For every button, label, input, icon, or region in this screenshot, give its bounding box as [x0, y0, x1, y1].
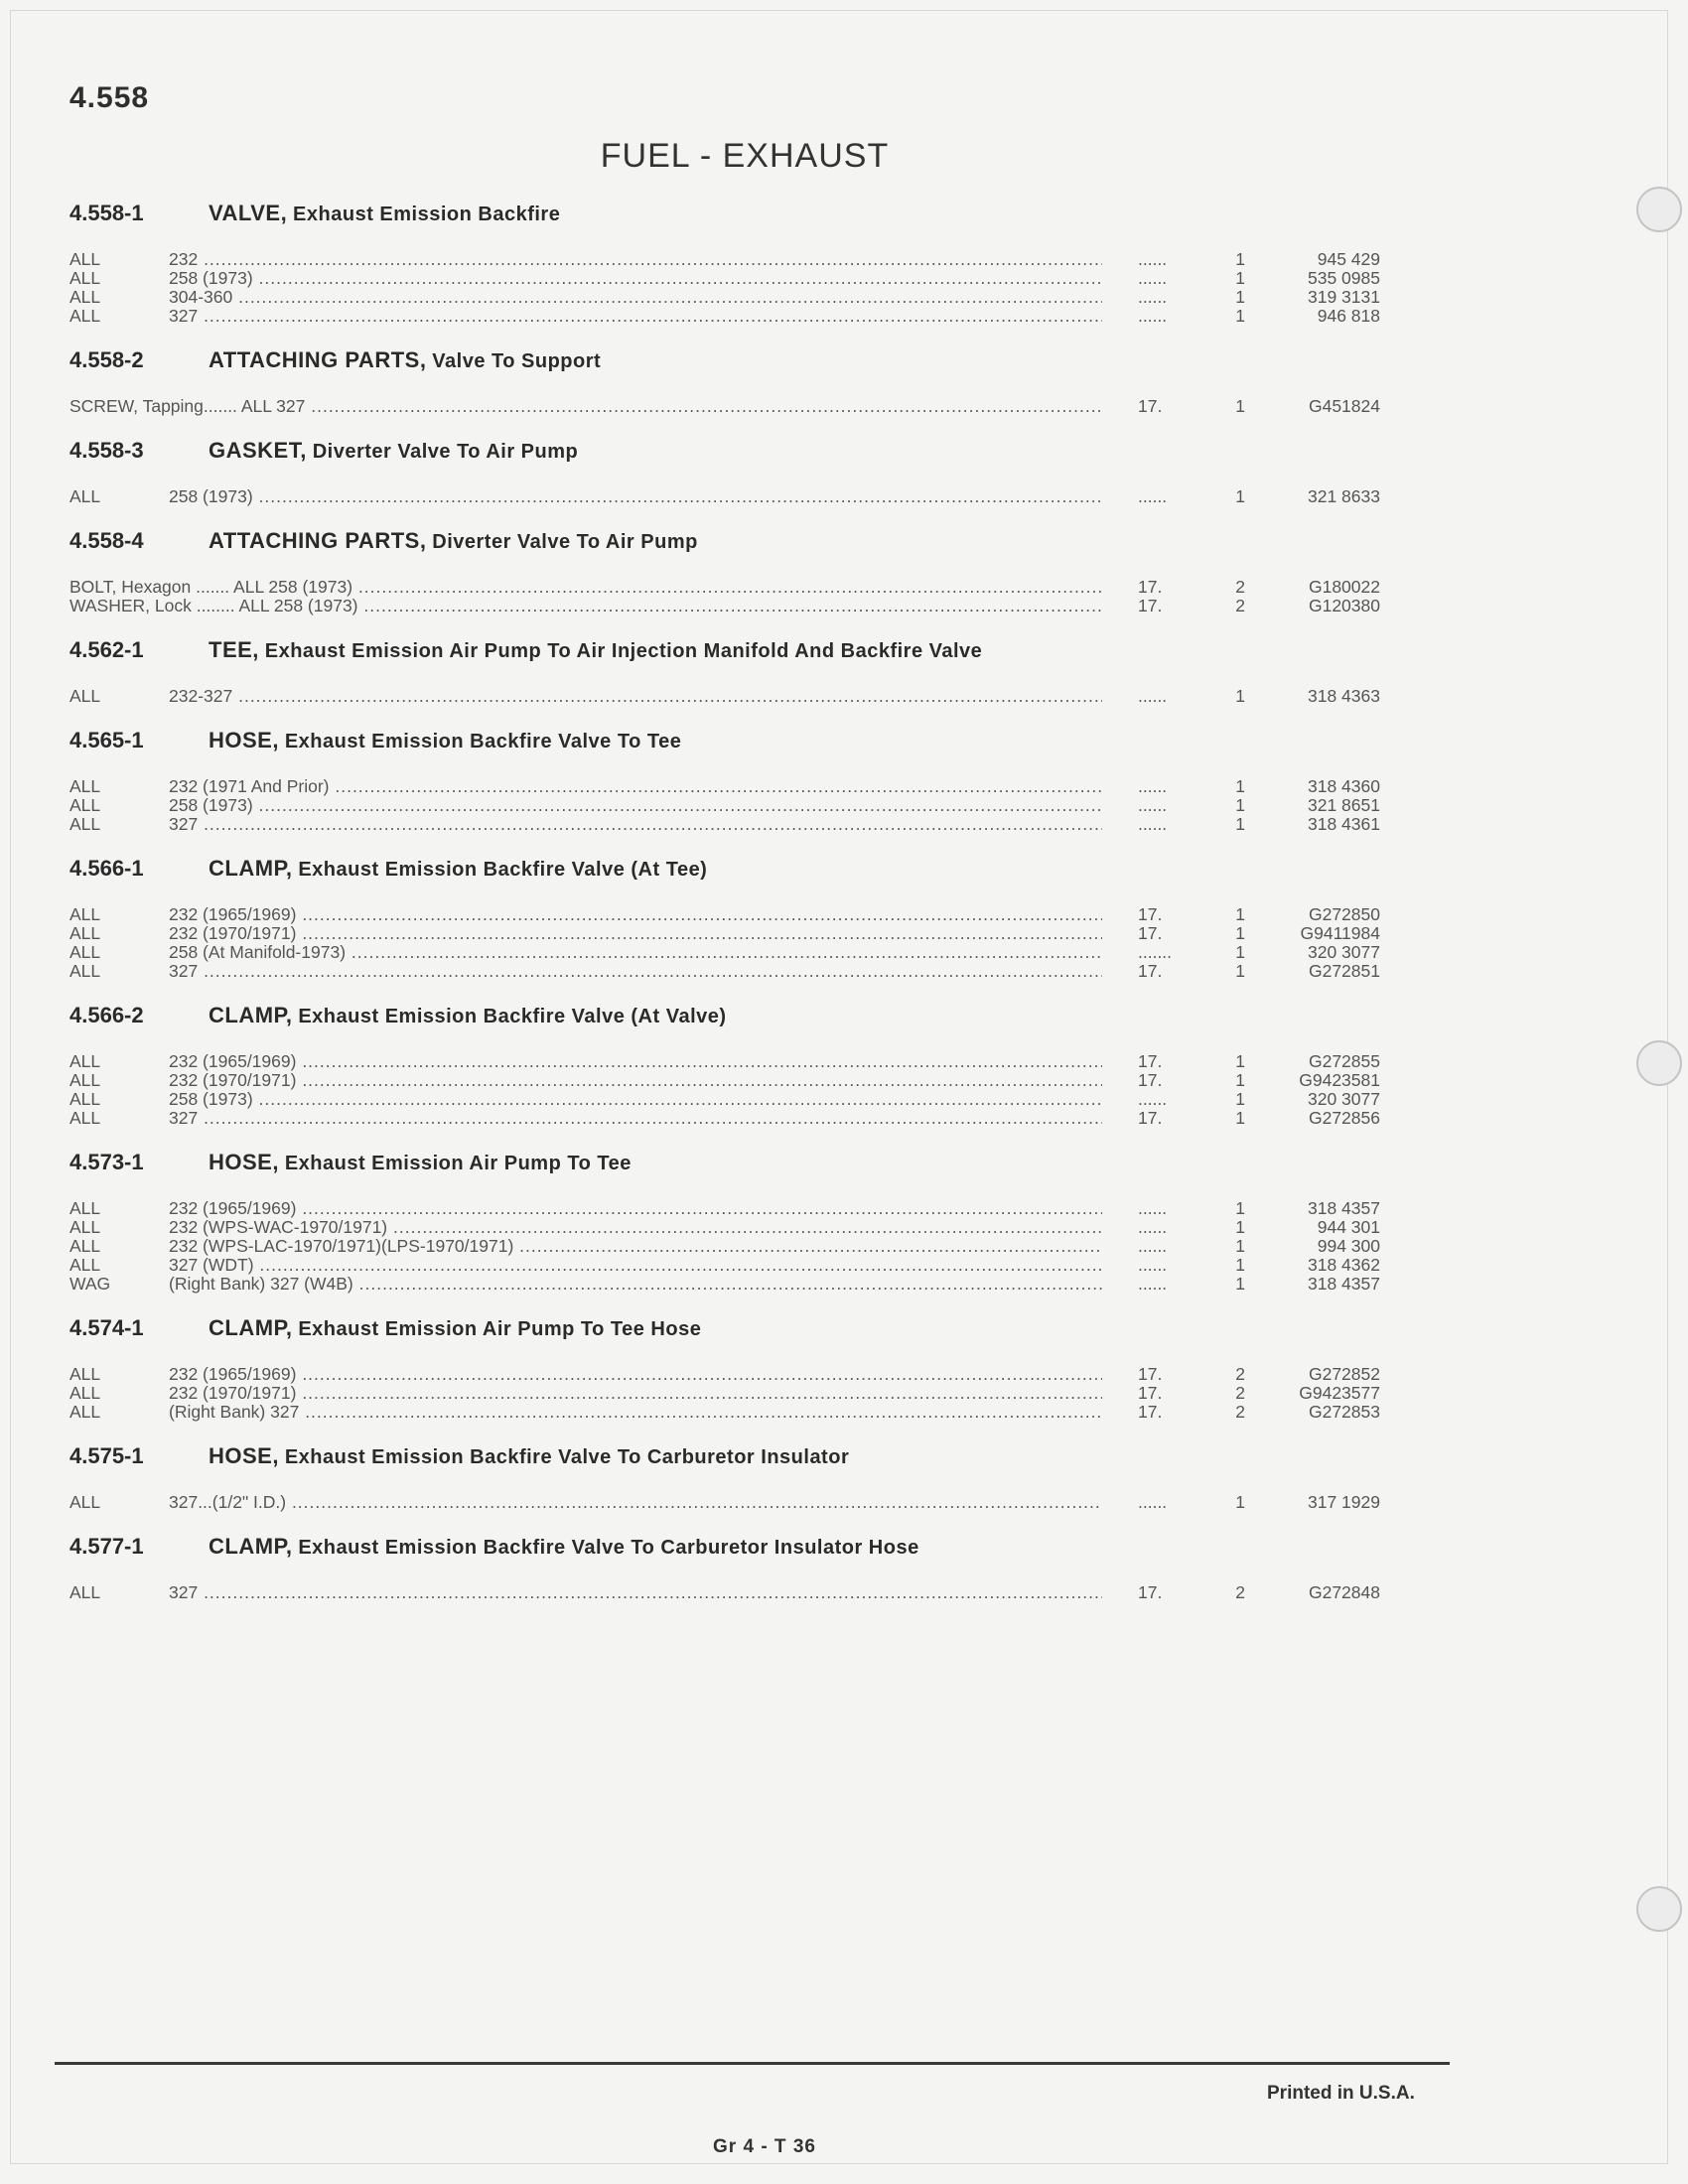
section-number: 4.558-1	[70, 201, 144, 225]
part-application: 232-327 .....	[169, 687, 1130, 706]
model-code: ALL	[70, 687, 101, 706]
catalog-section	[70, 724, 1380, 834]
reference-code: ......	[1102, 1237, 1197, 1256]
part-number: 318 4361	[1308, 814, 1380, 834]
part-number: 318 4357	[1308, 1274, 1380, 1294]
model-code: ALL	[70, 1384, 101, 1403]
part-rows	[70, 1583, 1380, 1602]
section-heading	[70, 197, 1380, 230]
reference-code: 17.	[1102, 1109, 1197, 1128]
model-code: ALL	[70, 815, 101, 834]
section-part-name: HOSE,	[209, 728, 279, 752]
part-application: 304-360 .....	[169, 288, 1130, 307]
section-part-name: CLAMP,	[209, 1003, 293, 1027]
reference-code: ......	[1102, 796, 1197, 815]
part-number: G272851	[1308, 961, 1380, 981]
reference-code: ......	[1102, 1218, 1197, 1237]
quantity: 1	[1235, 1236, 1245, 1256]
section-description: Exhaust Emission Backfire Valve To Tee	[284, 731, 682, 752]
quantity: 1	[1235, 1198, 1245, 1218]
quantity: 2	[1235, 577, 1245, 597]
quantity: 2	[1235, 1582, 1245, 1602]
quantity: 1	[1235, 1051, 1245, 1071]
part-application: 327 .....	[169, 815, 1130, 834]
part-application: 232 (1970/1971) .....	[169, 1384, 1130, 1403]
part-application: 232 (1965/1969) .....	[169, 1365, 1130, 1384]
section-part-name: HOSE,	[209, 1443, 279, 1468]
reference-code: 17.	[1102, 1384, 1197, 1403]
part-row	[70, 1052, 1380, 1071]
part-rows	[70, 578, 1380, 615]
reference-code: 17.	[1102, 905, 1197, 924]
section-part-name: ATTACHING PARTS,	[209, 528, 427, 553]
part-row	[70, 1199, 1380, 1218]
section-heading	[70, 633, 1380, 667]
reference-code: 17.	[1102, 1365, 1197, 1384]
section-heading	[70, 434, 1380, 468]
section-heading	[70, 1439, 1380, 1473]
section-description: Exhaust Emission Backfire	[293, 204, 561, 225]
binder-hole-top	[1636, 187, 1682, 232]
part-number: G272853	[1308, 1402, 1380, 1422]
section-part-name: CLAMP,	[209, 856, 293, 881]
reference-code: 17.	[1102, 1052, 1197, 1071]
part-row	[70, 905, 1380, 924]
section-number: 4.565-1	[70, 728, 144, 752]
parts-catalog-sections	[70, 197, 1380, 1620]
reference-code: ......	[1102, 250, 1197, 269]
part-row	[70, 1583, 1380, 1602]
part-number: 318 4360	[1308, 776, 1380, 796]
part-row	[70, 1493, 1380, 1512]
reference-code: 17.	[1102, 578, 1197, 597]
quantity: 1	[1235, 686, 1245, 706]
part-number: 320 3077	[1308, 1089, 1380, 1109]
section-heading	[70, 852, 1380, 886]
part-rows	[70, 687, 1380, 706]
reference-code: ......	[1102, 1256, 1197, 1275]
part-row	[70, 397, 1380, 416]
reference-code: 17.	[1102, 924, 1197, 943]
model-code: ALL	[70, 962, 101, 981]
section-description: Exhaust Emission Backfire Valve (At Valve)	[298, 1006, 727, 1027]
part-application: 258 (1973) .....	[169, 269, 1130, 288]
section-description: Exhaust Emission Backfire Valve To Carburetor Insulator	[284, 1446, 850, 1468]
catalog-section	[70, 999, 1380, 1128]
part-application: 327 (WDT) .....	[169, 1256, 1130, 1275]
part-application: (Right Bank) 327 .....	[169, 1403, 1130, 1422]
model-code: ALL	[70, 796, 101, 815]
quantity: 2	[1235, 1383, 1245, 1403]
section-heading	[70, 999, 1380, 1032]
catalog-section	[70, 1530, 1380, 1602]
catalog-section	[70, 524, 1380, 615]
part-number: 317 1929	[1308, 1492, 1380, 1512]
part-application: 327 .....	[169, 962, 1130, 981]
model-code: ALL	[70, 1237, 101, 1256]
part-row	[70, 687, 1380, 706]
quantity: 1	[1235, 776, 1245, 796]
part-number: G272848	[1308, 1582, 1380, 1602]
part-application: 232 (WPS-WAC-1970/1971) .....	[169, 1218, 1130, 1237]
part-row	[70, 924, 1380, 943]
part-row	[70, 943, 1380, 962]
part-number: G120380	[1308, 596, 1380, 615]
part-row	[70, 307, 1380, 326]
catalog-section	[70, 1311, 1380, 1422]
page-number: 4.558	[70, 81, 150, 114]
part-application: 258 (At Manifold-1973) .....	[169, 943, 1130, 962]
section-description: Exhaust Emission Backfire Valve (At Tee)	[298, 859, 708, 881]
part-number: 321 8651	[1308, 795, 1380, 815]
reference-code: ......	[1102, 288, 1197, 307]
section-heading	[70, 1311, 1380, 1345]
part-row	[70, 269, 1380, 288]
part-number: 321 8633	[1308, 486, 1380, 506]
part-row	[70, 1275, 1380, 1294]
quantity: 1	[1235, 1274, 1245, 1294]
quantity: 1	[1235, 923, 1245, 943]
part-row	[70, 487, 1380, 506]
model-code: WAG	[70, 1275, 111, 1294]
section-description: Exhaust Emission Air Pump To Air Injection Manifold And Backfire Valve	[264, 640, 983, 662]
model-code: ALL	[70, 250, 101, 269]
quantity: 1	[1235, 1492, 1245, 1512]
part-application: (Right Bank) 327 (W4B) .....	[169, 1275, 1130, 1294]
catalog-section	[70, 343, 1380, 416]
quantity: 1	[1235, 1089, 1245, 1109]
part-row	[70, 250, 1380, 269]
section-number: 4.573-1	[70, 1150, 144, 1174]
quantity: 2	[1235, 596, 1245, 615]
quantity: 2	[1235, 1364, 1245, 1384]
part-application: 327 .....	[169, 1109, 1130, 1128]
catalog-section	[70, 197, 1380, 326]
reference-code: .......	[1102, 943, 1197, 962]
reference-code: 17.	[1102, 1403, 1197, 1422]
part-number: G9423577	[1299, 1383, 1380, 1403]
reference-code: ......	[1102, 687, 1197, 706]
model-code: ALL	[70, 777, 101, 796]
part-row	[70, 578, 1380, 597]
reference-code: ......	[1102, 1090, 1197, 1109]
section-heading	[70, 343, 1380, 377]
part-rows	[70, 1493, 1380, 1512]
model-code: ALL	[70, 1052, 101, 1071]
part-row	[70, 777, 1380, 796]
part-application: SCREW, Tapping....... ALL 327 .....	[70, 397, 1130, 416]
model-code: ALL	[70, 1199, 101, 1218]
quantity: 1	[1235, 814, 1245, 834]
reference-code: ......	[1102, 1493, 1197, 1512]
part-application: 232 (1965/1969) .....	[169, 1052, 1130, 1071]
page-title: FUEL - EXHAUST	[600, 137, 890, 175]
part-rows	[70, 487, 1380, 506]
reference-code: 17.	[1102, 1583, 1197, 1602]
part-application: WASHER, Lock ........ ALL 258 (1973) .....	[70, 597, 1130, 615]
section-part-name: GASKET,	[209, 438, 307, 463]
part-application: 232 (1965/1969) .....	[169, 905, 1130, 924]
model-code: ALL	[70, 1256, 101, 1275]
quantity: 1	[1235, 904, 1245, 924]
part-number: 994 300	[1317, 1236, 1380, 1256]
model-code: ALL	[70, 1365, 101, 1384]
quantity: 1	[1235, 961, 1245, 981]
part-row	[70, 1237, 1380, 1256]
section-heading	[70, 1146, 1380, 1179]
model-code: ALL	[70, 1071, 101, 1090]
reference-code: ......	[1102, 777, 1197, 796]
section-number: 4.558-4	[70, 528, 144, 553]
model-code: ALL	[70, 487, 101, 506]
section-description: Exhaust Emission Air Pump To Tee	[284, 1153, 632, 1174]
part-number: G9423581	[1299, 1070, 1380, 1090]
part-number: G451824	[1308, 396, 1380, 416]
model-code: ALL	[70, 288, 101, 307]
section-part-name: CLAMP,	[209, 1315, 293, 1340]
footer-rule	[55, 2062, 1450, 2065]
reference-code: ......	[1102, 487, 1197, 506]
model-code: ALL	[70, 905, 101, 924]
part-row	[70, 962, 1380, 981]
quantity: 1	[1235, 1070, 1245, 1090]
part-application: 232 (WPS-LAC-1970/1971)(LPS-1970/1971) .....	[169, 1237, 1130, 1256]
section-part-name: HOSE,	[209, 1150, 279, 1174]
part-number: 320 3077	[1308, 942, 1380, 962]
model-code: ALL	[70, 1218, 101, 1237]
model-code: ALL	[70, 1583, 101, 1602]
binder-hole-middle	[1636, 1040, 1682, 1086]
part-row	[70, 1090, 1380, 1109]
part-number: 945 429	[1317, 249, 1380, 269]
part-number: 318 4363	[1308, 686, 1380, 706]
part-row	[70, 1109, 1380, 1128]
section-number: 4.575-1	[70, 1443, 144, 1468]
part-rows	[70, 1199, 1380, 1294]
part-application: 327...(1/2" I.D.) .....	[169, 1493, 1130, 1512]
quantity: 1	[1235, 1108, 1245, 1128]
catalog-section	[70, 1439, 1380, 1512]
model-code: ALL	[70, 1493, 101, 1512]
part-row	[70, 1071, 1380, 1090]
part-number: 946 818	[1317, 306, 1380, 326]
section-number: 4.558-2	[70, 347, 144, 372]
catalog-section	[70, 852, 1380, 981]
quantity: 1	[1235, 287, 1245, 307]
catalog-section	[70, 434, 1380, 506]
catalog-section	[70, 1146, 1380, 1294]
printed-notice: Printed in U.S.A.	[1267, 2083, 1415, 2104]
quantity: 1	[1235, 268, 1245, 288]
part-application: 232 (1971 And Prior) .....	[169, 777, 1130, 796]
part-rows	[70, 250, 1380, 326]
section-heading	[70, 724, 1380, 757]
section-description: Diverter Valve To Air Pump	[432, 531, 698, 553]
model-code: ALL	[70, 924, 101, 943]
section-number: 4.566-1	[70, 856, 144, 881]
quantity: 2	[1235, 1402, 1245, 1422]
part-application: 327 .....	[169, 1583, 1130, 1602]
section-number: 4.566-2	[70, 1003, 144, 1027]
part-application: BOLT, Hexagon ....... ALL 258 (1973) .....	[70, 578, 1130, 597]
section-description: Valve To Support	[432, 350, 602, 372]
part-row	[70, 1218, 1380, 1237]
part-application: 232 (1965/1969) .....	[169, 1199, 1130, 1218]
quantity: 1	[1235, 306, 1245, 326]
part-number: G180022	[1308, 577, 1380, 597]
reference-code: ......	[1102, 269, 1197, 288]
reference-code: 17.	[1102, 597, 1197, 615]
section-description: Exhaust Emission Air Pump To Tee Hose	[298, 1318, 702, 1340]
part-row	[70, 1365, 1380, 1384]
part-rows	[70, 1052, 1380, 1128]
section-description: Diverter Valve To Air Pump	[312, 441, 579, 463]
section-heading	[70, 524, 1380, 558]
quantity: 1	[1235, 1255, 1245, 1275]
section-number: 4.577-1	[70, 1534, 144, 1559]
part-rows	[70, 777, 1380, 834]
part-number: 318 4362	[1308, 1255, 1380, 1275]
section-number: 4.562-1	[70, 637, 144, 662]
part-application: 258 (1973) .....	[169, 1090, 1130, 1109]
part-number: 318 4357	[1308, 1198, 1380, 1218]
part-application: 232 (1970/1971) .....	[169, 924, 1130, 943]
part-application: 327 .....	[169, 307, 1130, 326]
reference-code: ......	[1102, 1275, 1197, 1294]
part-row	[70, 1384, 1380, 1403]
part-rows	[70, 1365, 1380, 1422]
model-code: ALL	[70, 1109, 101, 1128]
binder-hole-bottom	[1636, 1886, 1682, 1932]
reference-code: ......	[1102, 307, 1197, 326]
part-number: 944 301	[1317, 1217, 1380, 1237]
part-number: G272852	[1308, 1364, 1380, 1384]
part-application: 258 (1973) .....	[169, 796, 1130, 815]
section-part-name: CLAMP,	[209, 1534, 293, 1559]
model-code: ALL	[70, 1090, 101, 1109]
reference-code: ......	[1102, 1199, 1197, 1218]
catalog-section	[70, 633, 1380, 706]
part-number: 319 3131	[1308, 287, 1380, 307]
part-rows	[70, 905, 1380, 981]
section-heading	[70, 1530, 1380, 1564]
part-row	[70, 1403, 1380, 1422]
quantity: 1	[1235, 249, 1245, 269]
part-row	[70, 288, 1380, 307]
part-rows	[70, 397, 1380, 416]
reference-code: ......	[1102, 815, 1197, 834]
quantity: 1	[1235, 942, 1245, 962]
quantity: 1	[1235, 486, 1245, 506]
model-code: ALL	[70, 943, 101, 962]
part-number: G9411984	[1300, 923, 1380, 943]
part-application: 258 (1973) .....	[169, 487, 1130, 506]
section-description: Exhaust Emission Backfire Valve To Carburetor Insulator Hose	[298, 1537, 919, 1559]
quantity: 1	[1235, 396, 1245, 416]
reference-code: 17.	[1102, 1071, 1197, 1090]
part-application: 232 (1970/1971) .....	[169, 1071, 1130, 1090]
quantity: 1	[1235, 1217, 1245, 1237]
footer-reference: Gr 4 - T 36	[713, 2136, 816, 2157]
section-number: 4.558-3	[70, 438, 144, 463]
part-row	[70, 597, 1380, 615]
quantity: 1	[1235, 795, 1245, 815]
reference-code: 17.	[1102, 397, 1197, 416]
reference-code: 17.	[1102, 962, 1197, 981]
part-number: 535 0985	[1308, 268, 1380, 288]
part-number: G272850	[1308, 904, 1380, 924]
part-number: G272856	[1308, 1108, 1380, 1128]
section-part-name: VALVE,	[209, 201, 288, 225]
model-code: ALL	[70, 269, 101, 288]
part-row	[70, 796, 1380, 815]
section-part-name: ATTACHING PARTS,	[209, 347, 427, 372]
part-row	[70, 815, 1380, 834]
part-row	[70, 1256, 1380, 1275]
section-number: 4.574-1	[70, 1315, 144, 1340]
model-code: ALL	[70, 1403, 101, 1422]
part-number: G272855	[1308, 1051, 1380, 1071]
part-application: 232 .....	[169, 250, 1130, 269]
model-code: ALL	[70, 307, 101, 326]
section-part-name: TEE,	[209, 637, 259, 662]
